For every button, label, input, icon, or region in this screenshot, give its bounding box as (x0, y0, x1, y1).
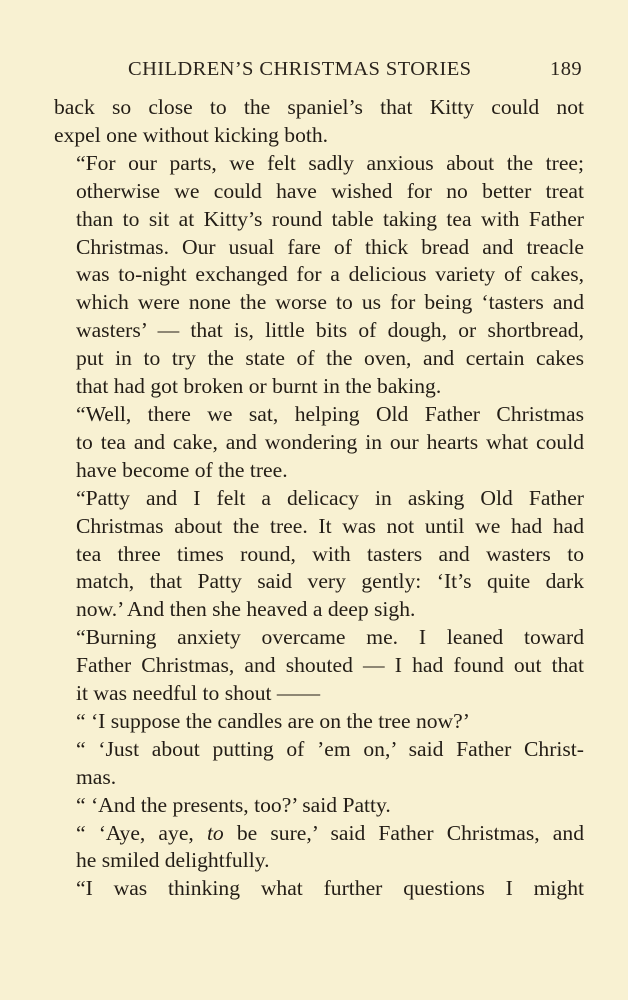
text-line: “I was thinking what further questions I might (76, 876, 584, 901)
text-line: it was needful to shout —— (76, 681, 321, 706)
text-line: Christmas. Our usual fare of thick bread and treacle (76, 234, 584, 259)
text-line: Christmas about the tree. It was not until we had had (76, 513, 584, 538)
paragraph (54, 624, 584, 708)
text-line: he smiled delightfully. (76, 848, 270, 873)
text-line: that had got broken or burnt in the baking. (76, 374, 442, 399)
body-text (54, 94, 584, 903)
text-line: tea three times round, with tasters and wasters to (76, 541, 584, 566)
text-line: “ ‘Aye, aye, to be sure,’ said Father Christmas, and (76, 820, 584, 845)
paragraph (54, 401, 584, 485)
text-line: “Burning anxiety overcame me. I leaned toward (76, 625, 584, 650)
paragraph (54, 820, 584, 876)
text-line: “ ‘And the presents, too?’ said Patty. (76, 792, 391, 817)
text-line: than to sit at Kitty’s round table taking tea with Father (76, 206, 584, 231)
text-line: “Well, there we sat, helping Old Father Christmas (76, 401, 584, 426)
text-line: wasters’ — that is, little bits of dough, or shortbread, (76, 318, 584, 343)
text-line: have become of the tree. (76, 457, 288, 482)
text-line: was to-night exchanged for a delicious variety of cakes, (76, 262, 584, 287)
text-line: otherwise we could have wished for no better treat (76, 178, 584, 203)
paragraph (54, 150, 584, 401)
text-line: match, that Patty said very gently: ‘It’s quite dark (76, 569, 584, 594)
text-line: “ ‘Just about putting of ’em on,’ said Father Christ- (76, 736, 584, 761)
paragraph (54, 736, 584, 792)
text-line: put in to try the state of the oven, and certain cakes (76, 346, 584, 371)
running-head-title: CHILDREN’S CHRISTMAS STORIES (128, 58, 472, 80)
text-line: Father Christmas, and shouted — I had found out that (76, 653, 584, 678)
paragraph (54, 94, 584, 150)
text-line: mas. (76, 764, 117, 789)
text-line: expel one without kicking both. (54, 122, 329, 147)
text-line: “Patty and I felt a delicacy in asking Old Father (76, 485, 584, 510)
text-line: “For our parts, we felt sadly anxious about the tree; (76, 150, 584, 175)
text-line: to tea and cake, and wondering in our hearts what could (76, 429, 584, 454)
paragraph (54, 792, 584, 820)
text-line: back so close to the spaniel’s that Kitty could not (54, 95, 584, 119)
page-number: 189 (550, 58, 582, 80)
text-line: now.’ And then she heaved a deep sigh. (76, 597, 416, 622)
paragraph (54, 485, 584, 625)
paragraph (54, 708, 584, 736)
text-line: “ ‘I suppose the candles are on the tree now?’ (76, 708, 470, 733)
text-line: which were none the worse to us for being ‘tasters and (76, 290, 584, 315)
running-head (128, 58, 586, 86)
paragraph (54, 875, 584, 903)
